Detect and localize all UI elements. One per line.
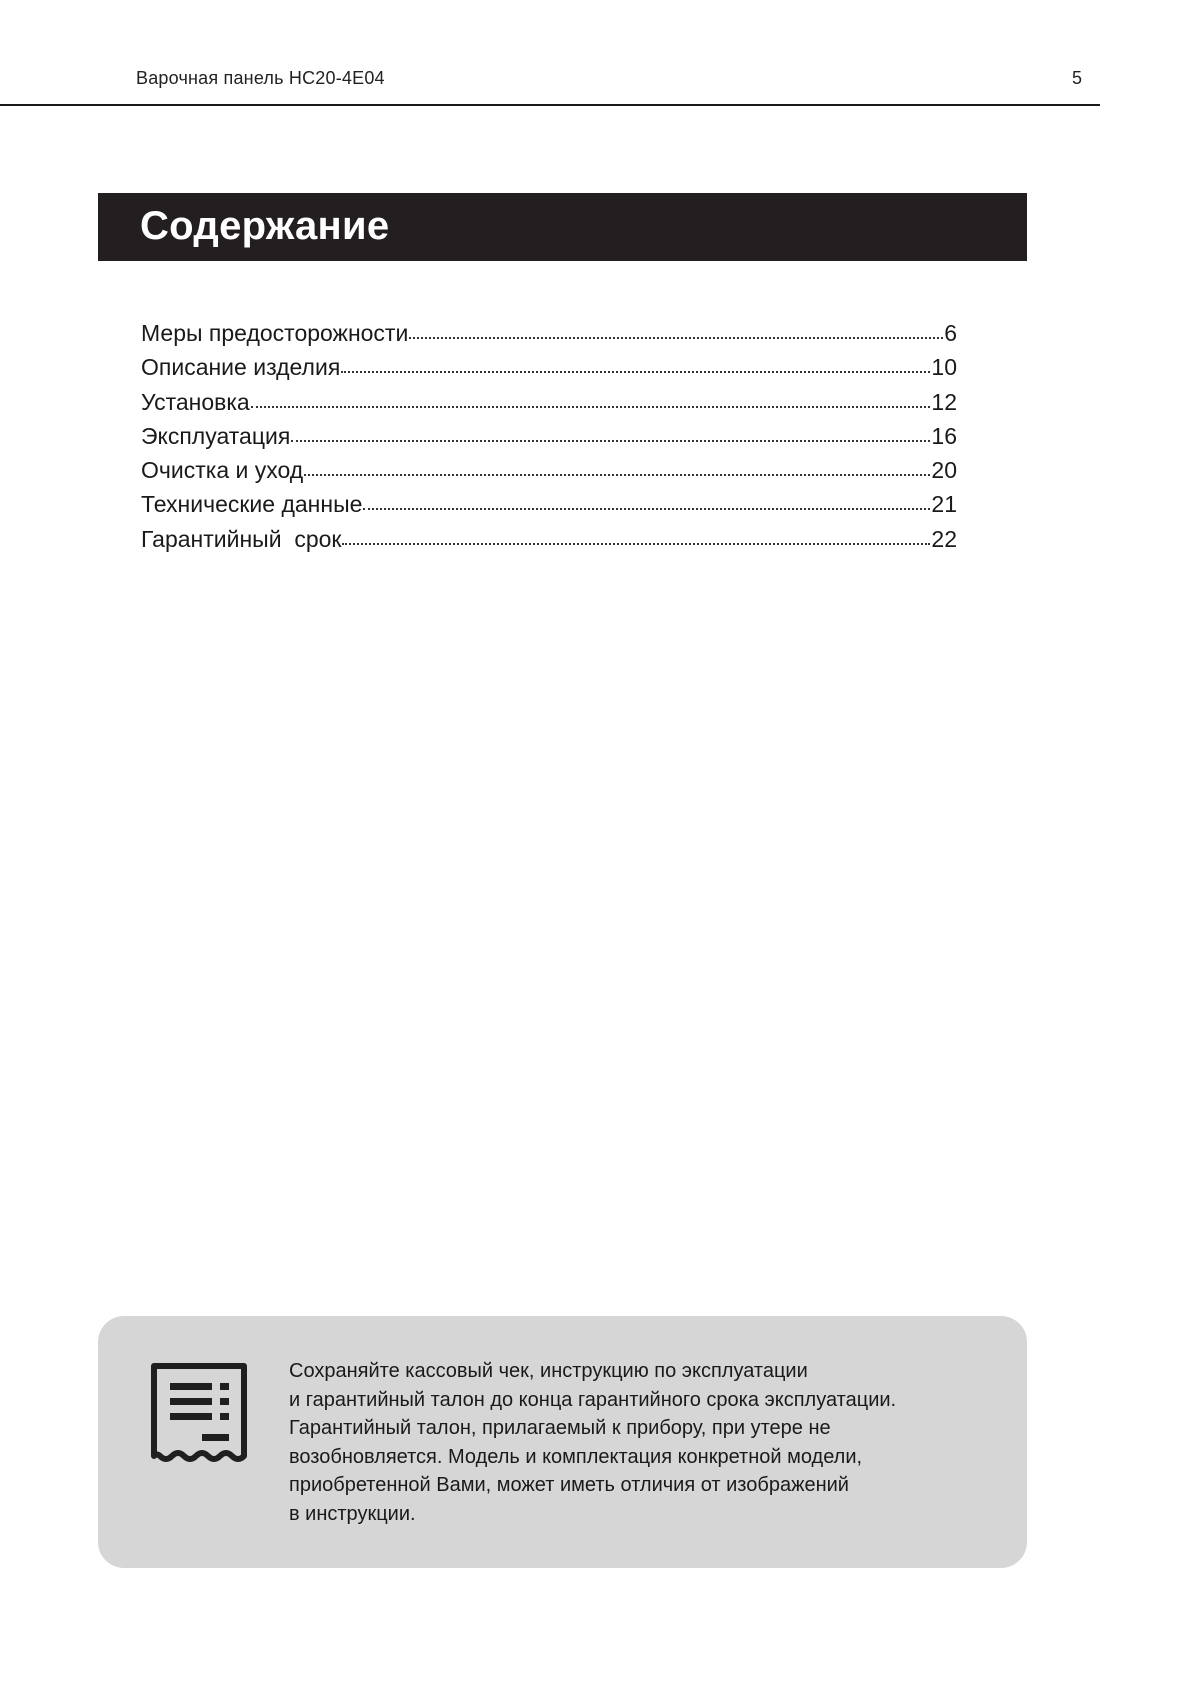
section-banner (98, 193, 1027, 261)
notice-line: приобретенной Вами, может иметь отличия от изображений (289, 1474, 849, 1496)
section-title: Содержание (140, 204, 390, 248)
page-number: 5 (1072, 68, 1083, 88)
toc-entry-label: Очистка и уход (141, 457, 304, 484)
toc-entry[interactable] (141, 453, 957, 487)
toc-entry[interactable] (141, 487, 957, 521)
toc-entry-label: Установка (141, 388, 250, 415)
table-of-contents (141, 316, 957, 556)
toc-dot-leader (409, 334, 943, 339)
notice-line: возобновляется. Модель и комплектация конкретной модели, (289, 1445, 863, 1468)
receipt-icon (150, 1363, 248, 1466)
toc-entry-label: Меры предосторожности (141, 320, 409, 346)
toc-dot-leader (251, 403, 931, 408)
header-title: Варочная панель HC20-4E04 (136, 68, 385, 88)
notice-line: и гарантийный талон до конца гарантийного срока эксплуатации. (289, 1388, 897, 1411)
warranty-notice (98, 1316, 1027, 1568)
toc-entry-page: 22 (931, 525, 957, 552)
toc-dot-leader (342, 540, 930, 545)
notice-text (289, 1357, 989, 1528)
toc-dot-leader (304, 471, 930, 476)
toc-entry-label: Эксплуатация (141, 422, 291, 449)
toc-dot-leader (363, 505, 930, 510)
toc-entry[interactable] (141, 385, 957, 419)
toc-entry-label: Технические данные (141, 491, 363, 518)
toc-dot-leader (341, 368, 930, 373)
toc-entry-page: 12 (931, 388, 957, 415)
notice-line: Сохраняйте кассовый чек, инструкцию по эксплуатации (289, 1360, 808, 1382)
toc-entry-label: Гарантийный срок (141, 525, 342, 552)
toc-entry-page: 21 (931, 491, 957, 518)
toc-dot-leader (291, 437, 930, 442)
toc-entry[interactable] (141, 522, 957, 556)
toc-entry-page: 20 (931, 457, 957, 484)
toc-entry[interactable] (141, 419, 957, 453)
toc-entry[interactable] (141, 350, 957, 384)
toc-entry[interactable] (141, 316, 957, 350)
header-divider (0, 104, 1100, 106)
toc-entry-page: 10 (931, 354, 957, 381)
toc-entry-page: 6 (944, 320, 957, 346)
toc-entry-label: Описание изделия (141, 354, 341, 381)
notice-line: Гарантийный талон, прилагаемый к прибору, при утере не (289, 1417, 831, 1439)
toc-entry-page: 16 (931, 422, 957, 449)
notice-line: в инструкции. (289, 1502, 416, 1525)
